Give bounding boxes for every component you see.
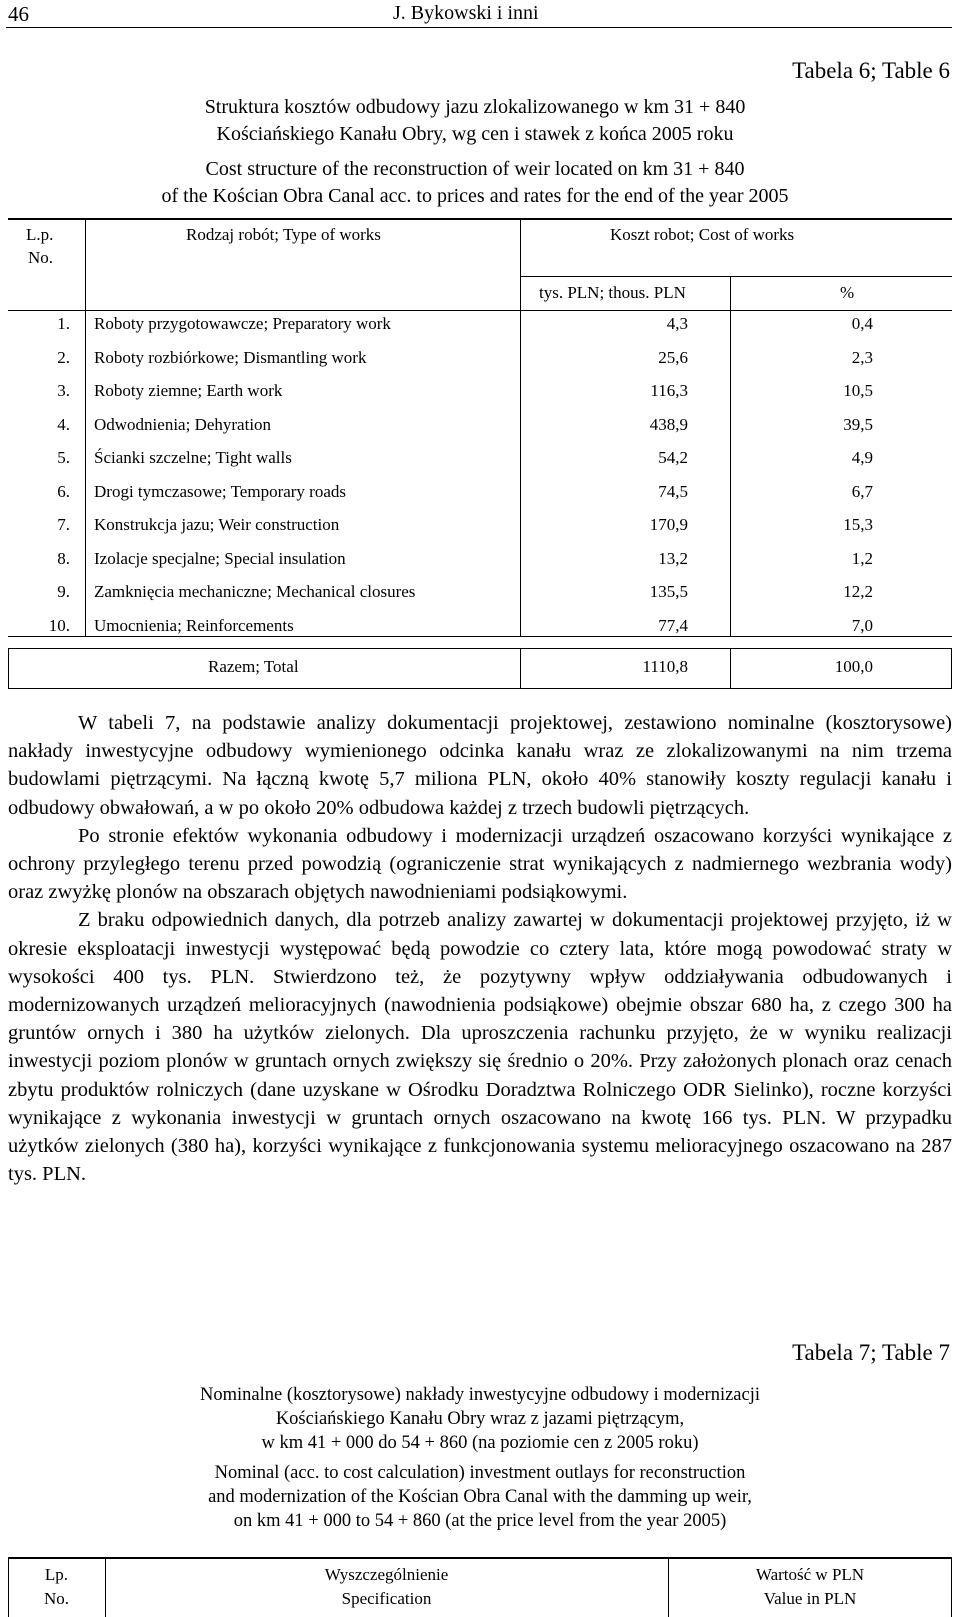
table-rule <box>520 276 952 277</box>
caption-line: Kościańskiego Kanału Obry wraz z jazami piętrzącym, <box>275 1409 685 1429</box>
row-pct: 39,5 <box>843 414 873 434</box>
table-rule <box>8 636 952 637</box>
row-cost: 74,5 <box>658 481 688 501</box>
col-header-pct: % <box>840 283 855 302</box>
row-type: Zamknięcia mechaniczne; Mechanical closures <box>94 582 416 601</box>
row-type: Odwodnienia; Dehyration <box>94 414 272 434</box>
row-cost: 4,3 <box>666 314 688 333</box>
row-pct: 1,2 <box>851 548 873 568</box>
paragraph: Z braku odpowiednich danych, dla potrzeb analizy zawartej w dokumentacji projektowej przyjęto, iż w okresie eksploatacji inwestycji występować będą powodzie co cztery lata, które mogą powodować straty w wysokości 400 tys. PLN. Stwierdzono też, że pozytywny wpływ oddziaływania odbudowanych i modernizowanych urządzeń melioracyjnych (nawodnienia podsiąkowe) obejmie obszar 680 ha, z czego 300 ha gruntów ornych i 380 ha użytków zielonych. Dla uproszczenia rachunku przyjęto, że w wyniku realizacji inwestycji poziom plonów w gruntach ornych zwiększy się średnio o 20%. Przy założonych plonach oraz cenach zbytu produktów rolniczych (dane uzyskane w Ośrodku Doradztwa Rolniczego ODR Sielinko), roczne korzyści wynikające z wykonania inwestycji w gruntach ornych oszacowano na kwotę 166 tys. PLN. W przypadku użytków zielonych (380 ha), korzyści wynikające z funkcjonowania systemu melioracyjnego oszacowano na 287 tys. PLN. <box>8 909 952 1186</box>
col-header-cost-unit: tys. PLN; thous. PLN <box>539 283 686 302</box>
caption-line: Cost structure of the reconstruction of weir located on km 31 + 840 <box>205 158 745 180</box>
row-cost: 54,2 <box>658 448 688 467</box>
row-no: 5. <box>57 448 70 467</box>
col-header-value <box>668 1563 952 1611</box>
caption-line: Struktura kosztów odbudowy jazu zlokalizowanego w km 31 + 840 <box>204 96 746 118</box>
caption-line: of the Kościan Obra Canal acc. to prices and rates for the end of the year 2005 <box>161 185 789 207</box>
row-cost: 135,5 <box>649 582 688 601</box>
table6 <box>8 218 952 678</box>
col-header-cost: Koszt robot; Cost of works <box>610 225 795 244</box>
table7-caption-en <box>100 1461 860 1533</box>
table-rule <box>8 218 952 220</box>
row-cost: 13,2 <box>658 548 688 568</box>
header-line: Lp. <box>44 1565 69 1584</box>
row-cost: 438,9 <box>649 414 688 434</box>
table7-label: Tabela 7; Table 7 <box>792 1340 950 1365</box>
row-type: Drogi tymczasowe; Temporary roads <box>94 481 347 501</box>
row-no: 2. <box>57 347 70 367</box>
row-pct: 10,5 <box>843 381 873 400</box>
caption-line: w km 41 + 000 do 54 + 860 (na poziomie cen z 2005 roku) <box>261 1433 699 1453</box>
row-type: Umocnienia; Reinforcements <box>94 615 294 635</box>
running-head: J. Bykowski i inni <box>393 2 539 24</box>
col-header-no: No. <box>28 248 54 267</box>
table7-caption-pl <box>100 1383 860 1455</box>
row-no: 9. <box>57 582 70 601</box>
caption-line: Kościańskiego Kanału Obry, wg cen i stawek z końca 2005 roku <box>216 123 734 145</box>
row-pct: 7,0 <box>851 615 873 635</box>
table-column-rule <box>520 218 521 636</box>
col-header-spec <box>105 1563 668 1611</box>
header-line: Specification <box>341 1589 432 1608</box>
header-line: Wartość w PLN <box>755 1565 865 1584</box>
total-label: Razem; Total <box>208 657 299 676</box>
row-type: Roboty przygotowawcze; Preparatory work <box>94 314 391 333</box>
table-column-rule <box>730 276 731 636</box>
row-no: 4. <box>57 414 70 434</box>
table6-caption-en <box>0 156 920 210</box>
col-header-no: L.p. <box>26 225 54 244</box>
table-column-rule <box>85 218 86 636</box>
row-cost: 116,3 <box>650 381 688 400</box>
table-rule <box>8 310 952 311</box>
header-line: No. <box>43 1589 70 1608</box>
row-cost: 25,6 <box>658 347 688 367</box>
col-header-no <box>8 1563 105 1611</box>
page-number: 46 <box>8 2 29 26</box>
row-type: Roboty rozbiórkowe; Dismantling work <box>94 347 367 367</box>
row-pct: 15,3 <box>843 515 873 534</box>
row-no: 8. <box>57 548 70 568</box>
table6-label: Tabela 6; Table 6 <box>792 58 950 83</box>
row-no: 3. <box>57 381 70 400</box>
table-column-rule <box>8 648 9 688</box>
caption-line: on km 41 + 000 to 54 + 860 (at the price level from the year 2005) <box>233 1511 727 1531</box>
row-pct: 12,2 <box>843 582 873 601</box>
row-type: Konstrukcja jazu; Weir construction <box>94 515 340 534</box>
row-pct: 2,3 <box>851 347 873 367</box>
row-no: 6. <box>57 481 70 501</box>
table7 <box>8 1557 952 1617</box>
caption-line: Nominalne (kosztorysowe) nakłady inwestycyjne odbudowy i modernizacji <box>200 1385 760 1405</box>
caption-line: Nominal (acc. to cost calculation) investment outlays for reconstruction <box>214 1463 746 1483</box>
row-pct: 0,4 <box>851 314 873 333</box>
table-column-rule <box>951 648 952 688</box>
header-line: Value in PLN <box>763 1589 857 1608</box>
table-rule <box>8 648 952 649</box>
col-header-type: Rodzaj robót; Type of works <box>186 225 381 244</box>
row-no: 10. <box>48 615 70 635</box>
row-no: 1. <box>57 314 70 333</box>
row-cost: 170,9 <box>649 515 688 534</box>
caption-line: and modernization of the Kościan Obra Canal with the damming up weir, <box>208 1487 752 1507</box>
table-rule <box>8 688 952 689</box>
row-type: Izolacje specjalne; Special insulation <box>94 548 346 568</box>
header-rule <box>6 27 952 28</box>
header-line: Wyszczególnienie <box>324 1565 449 1584</box>
paragraph: Po stronie efektów wykonania odbudowy i modernizacji urządzeń oszacowano korzyści wynikające z ochrony przyległego terenu przed powodzią (ograniczenie strat wynikających z nadmiernego wezbrania wody) oraz zwyżkę plonów na obszarach objętych nawodnieniami podsiąkowymi. <box>8 824 952 904</box>
row-cost: 77,4 <box>658 615 688 635</box>
total-cost: 1110,8 <box>642 657 688 676</box>
table-column-rule <box>520 648 521 688</box>
table6-caption-pl <box>0 94 920 148</box>
row-pct: 6,7 <box>851 481 873 501</box>
row-type: Ścianki szczelne; Tight walls <box>94 448 292 467</box>
table-column-rule <box>730 648 731 688</box>
row-no: 7. <box>57 515 70 534</box>
total-pct: 100,0 <box>834 657 873 676</box>
body-text <box>8 709 952 1188</box>
row-type: Roboty ziemne; Earth work <box>94 381 283 400</box>
row-pct: 4,9 <box>851 448 873 467</box>
paragraph: W tabeli 7, na podstawie analizy dokumentacji projektowej, zestawiono nominalne (kosztorysowe) nakłady inwestycyjne odbudowy wymienionego odcinka kanału wraz ze zlokalizowanymi na nim trzema budowlami piętrzącymi. Na łączną kwotę 5,7 miliona PLN, około 40% stanowiły koszty regulacji kanału i odbudowy obwałowań, a w po około 20% odbudowa każdej z trzech budowli piętrzących. <box>8 712 952 819</box>
